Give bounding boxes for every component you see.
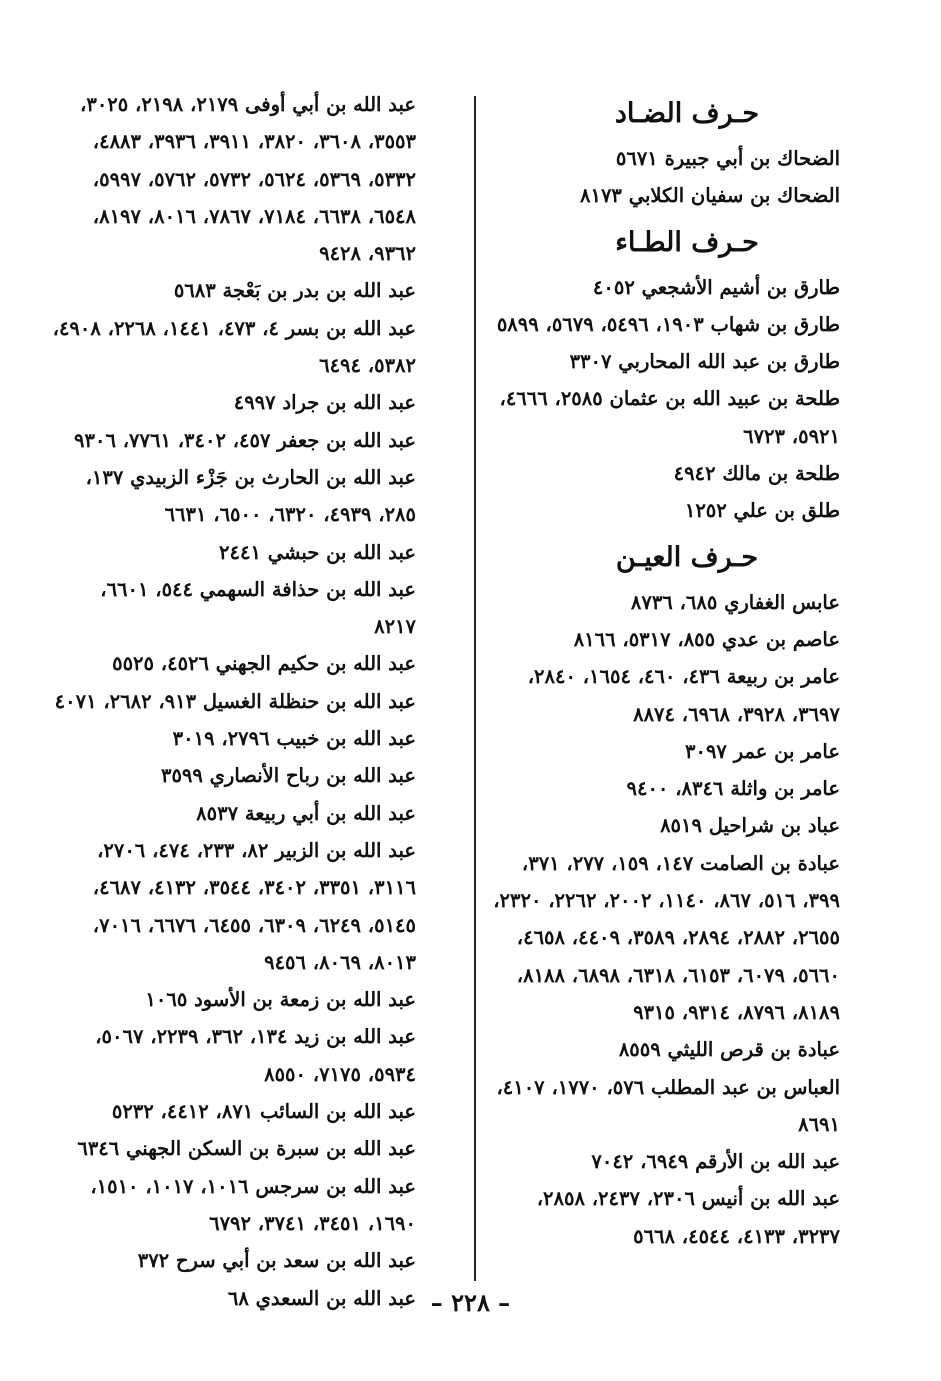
index-entry: طارق بن شهاب ١٩٠٣، ٥٤٩٦، ٥٦٧٩، ٥٨٩٩ [496,312,840,336]
column-divider [474,96,476,1281]
index-entry: طلحة بن مالك ٤٩٤٢ [673,462,840,486]
index-entry: عبد الله بن زمعة بن الأسود ١٠٦٥ [145,988,416,1012]
index-entry: عبد الله بن حبشي ٢٤٤١ [219,540,416,564]
index-entry: عبد الله بن رباح الأنصاري ٣٥٩٩ [160,764,416,788]
index-entry: طلق بن علي ١٢٥٢ [684,499,840,523]
index-entry: عامر بن واثلة ٨٣٤٦، ٩٤٠٠ [626,777,840,801]
index-entry: عبد الله بن الحارث بن جَزْء الزبيدي ١٣٧، ٢٨٥، ٤٩٣٩، ٦٣٢٠، ٦٥٠٠، ٦٦٣١ [85,465,416,527]
index-entry: عبد الله بن جعفر ٤٥٧، ٣٤٠٢، ٧٧٦١، ٩٣٠٦ [74,428,416,452]
index-entry: طلحة بن عبيد الله بن عثمان ٢٥٨٥، ٤٦٦٦، ٥٩٢١، ٦٧٢٣ [499,387,840,448]
index-entry: عبد الله بن حذافة السهمي ٥٤٤، ٦٦٠١، ٨٢١٧ [100,577,416,639]
index-entry: عبد الله بن زيد ١٣٤، ٣٦٢، ٢٢٣٩، ٥٠٦٧، ٥٩٣٤، ٧١٧٥، ٨٥٥٠ [95,1025,416,1086]
index-entry: عامر بن عمر ٣٠٩٧ [685,739,840,763]
index-entry: عبد الله بن أبي ربيعة ٨٥٣٧ [196,801,416,825]
index-entry: الضحاك بن سفيان الكلابي ٨١٧٣ [580,184,840,208]
index-entry: عبد الله بن الزبير ٨٢، ٢٣٣، ٤٧٤، ٢٧٠٦، ٣١١٦، ٣٣٥١، ٣٤٠٢، ٣٥٤٤، ٤١٣٢، ٤٦٨٧، ٥١٤٥، ٦٢٤٩، ٦٣٠٩، ٦٤٥٥، ٦٦٧٦، ٧٠١٦، ٨٠١٣، ٨٠٦٩، ٩٤٥٦ [92,838,416,974]
index-entry: عبد الله بن أبي أوفى ٢١٧٩، ٢١٩٨، ٣٠٢٥، ٣٥٥٣، ٣٦٠٨، ٣٨٢٠، ٣٩١١، ٣٩٣٦، ٤٨٨٣، ٥٣٣٢، ٥٣٦٩، ٥٦٢٤، ٥٧٣٢، ٥٧٦٢، ٥٩٩٧، ٦٥٤٨، ٦٦٣٨، ٧١٨٤، ٧٨٦٧، ٨٠١٦، ٨١٩٧، ٩٣٦٢، ٩٤٢٨ [80,93,416,266]
section-heading-ta: حـرف الطـاء [615,226,759,258]
index-entry: عبد الله بن الأرقم ٦٩٤٩، ٧٠٤٢ [591,1150,840,1174]
index-entry: عبادة بن الصامت ١٤٧، ١٥٩، ٢٧٧، ٣٧١، ٣٩٩، ٥١٦، ٨٦٧، ١١٤٠، ٢٠٠٢، ٢٢٦٢، ٢٣٢٠، ٢٦٥٥، ٢٨٨٢، ٢٨٩٤، ٣٥٨٩، ٤٤٠٩، ٤٦٥٨، ٥٦٦٠، ٦٠٧٩، ٦١٥٣، ٦٣١٨، ٦٨٩٨، ٨١٨٨، ٨١٨٩، ٨٧٩٦، ٩٣١٤، ٩٣١٥ [493,851,840,1024]
left-column [52,86,464,1317]
index-entry: عامر بن ربيعة ٤٣٦، ٤٦٠، ١٦٥٤، ٢٨٤٠، ٣٦٩٧، ٣٩٢٨، ٦٩٦٨، ٨٨٧٤ [527,665,840,726]
index-entry: عبد الله بن حنظلة الغسيل ٩١٣، ٢٦٨٢، ٤٠٧١ [54,689,416,713]
section-heading-ain: حـرف العيـن [615,541,759,573]
index-entry: عبد الله بن خبيب ٢٧٩٦، ٣٠١٩ [172,727,416,751]
index-entry: عبد الله بن السائب ٨٧١، ٤٤١٢، ٥٢٣٢ [111,1100,416,1124]
index-entry: عبادة بن قرص الليثي ٨٥٥٩ [618,1038,840,1062]
index-entry: عبد الله بن سعد بن أبي سرح ٣٧٢ [137,1249,416,1273]
index-entry: الضحاك بن أبي جبيرة ٥٦٧١ [615,147,840,170]
page-number: – ٢٢٨ – [430,1288,511,1317]
index-entry: عبد الله بن السعدي ٦٨ [227,1286,416,1310]
index-entry: عاصم بن عدي ٨٥٥، ٥٣١٧، ٨١٦٦ [573,627,840,651]
section-heading-dad: حـرف الضـاد [614,98,760,129]
index-entry: عبد الله بن جراد ٤٩٩٧ [233,391,416,415]
index-entry: عبد الله بن حكيم الجهني ٤٥٢٦، ٥٥٢٥ [112,652,416,676]
index-entry: عبد الله بن أنيس ٢٣٠٦، ٢٤٣٧، ٢٨٥٨، ٣٢٣٧، ٤١٣٣، ٤٥٤٤، ٥٦٦٨ [536,1187,840,1248]
index-entry: عبد الله بن بدر بن بَعْجة ٥٦٨٣ [173,279,416,303]
right-column [486,86,888,1255]
index-entry: طارق بن أشيم الأشجعي ٤٠٥٢ [592,275,840,299]
index-entry: عبد الله بن سبرة بن السكن الجهني ٦٣٤٦ [77,1137,416,1161]
index-entry: عباد بن شراحيل ٨٥١٩ [660,814,840,838]
index-entry: طارق بن عبد الله المحاربي ٣٣٠٧ [569,350,840,374]
index-entry: العباس بن عبد المطلب ٥٧٦، ١٧٧٠، ٤١٠٧، ٨٦٩١ [496,1075,840,1136]
index-entry: عابس الغفاري ٦٨٥، ٨٧٣٦ [630,590,840,614]
index-entry: عبد الله بن بسر ٤، ٤٧٣، ١٤٤١، ٢٢٦٨، ٤٩٠٨، ٥٣٨٢، ٦٤٩٤ [52,316,416,378]
index-entry: عبد الله بن سرجس ١٠١٦، ١٠١٧، ١٥١٠، ١٦٩٠، ٣٤٥١، ٣٧٤١، ٦٧٩٢ [90,1174,416,1235]
